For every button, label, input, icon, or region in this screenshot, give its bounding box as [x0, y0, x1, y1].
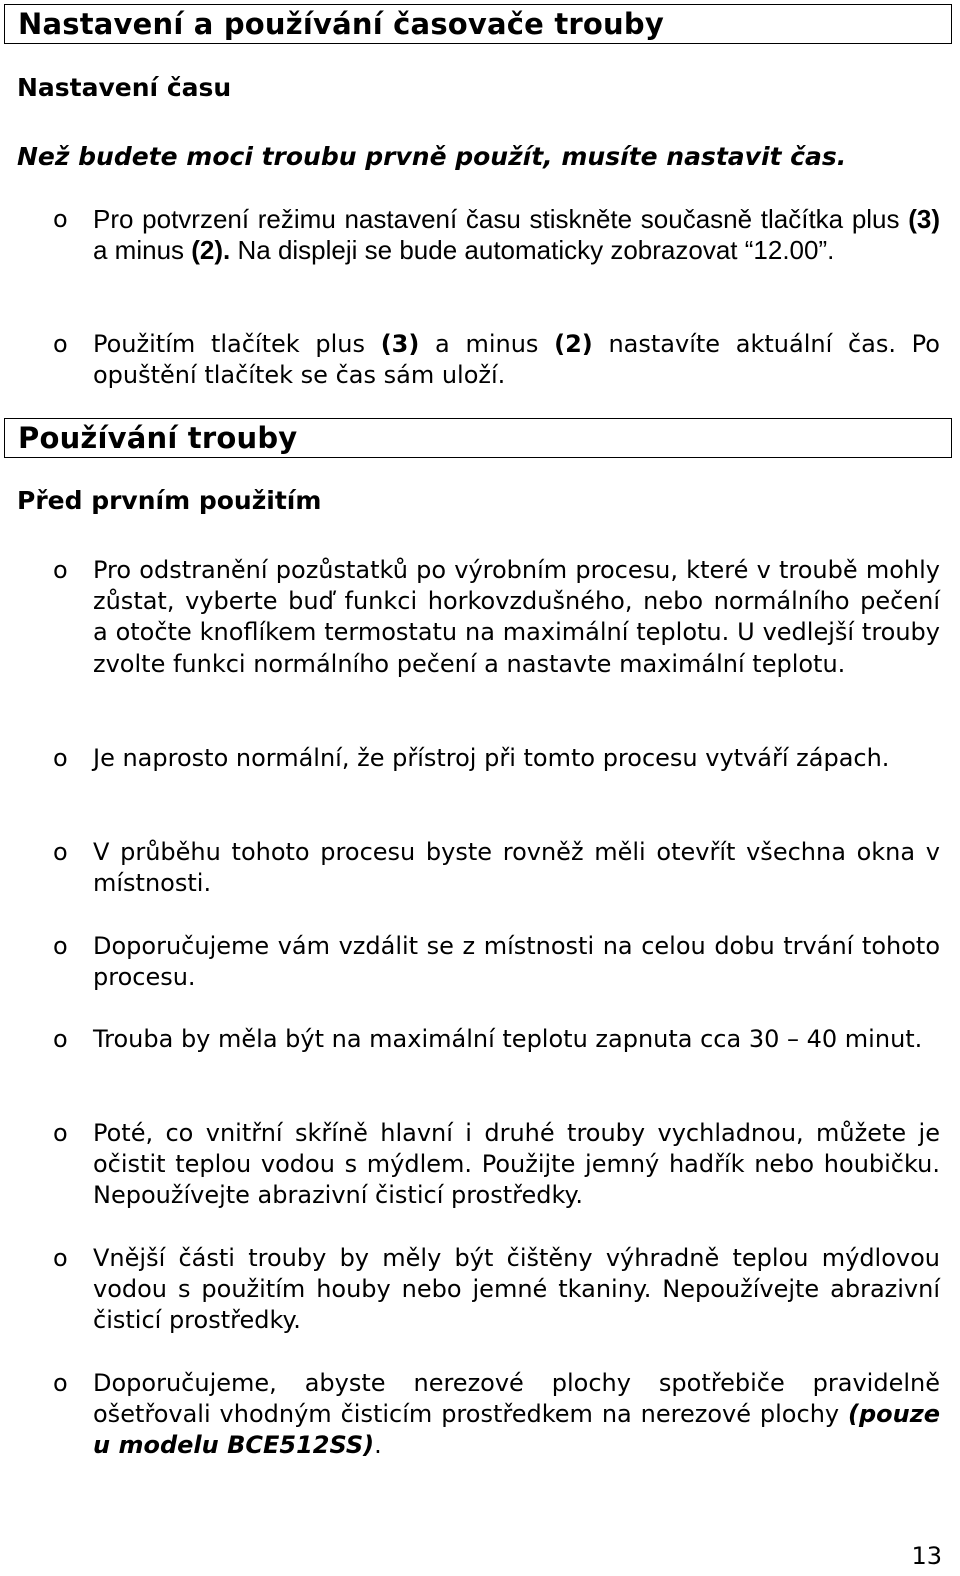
list-item-text: Vnější části trouby by měly být čištěny výhradně teplou mýdlovou vodou s použitím houby nebo jemné tkaniny. Nepoužívejte abrazivní čisticí prostředky. [93, 1244, 940, 1335]
bullet-marker: o [53, 556, 68, 584]
list-item-text: Poté, co vnitřní skříně hlavní i druhé trouby vychladnou, můžete je očistit teplou vodou s mýdlem. Použijte jemný hadřík nebo houbičku. Nepoužívejte abrazivní čisticí prostředky. [93, 1119, 940, 1210]
bullet-marker: o [53, 1119, 68, 1147]
subheading-before-first-use: Před prvním použitím [17, 486, 322, 515]
list-item-text: Použitím tlačítek plus (3) a minus (2) nastavíte aktuální čas. Po opuštění tlačítek se čas sám uloží. [93, 330, 940, 390]
list-item-text: Doporučujeme vám vzdálit se z místnosti na celou dobu trvání tohoto procesu. [93, 932, 940, 992]
bullet-marker: o [53, 1025, 68, 1053]
bullet-marker: o [53, 330, 68, 358]
bullet-marker: o [53, 205, 68, 233]
section-title-timer: Nastavení a používání časovače trouby [4, 4, 952, 44]
bullet-marker: o [53, 838, 68, 866]
bullet-marker: o [53, 1244, 68, 1272]
list-item-text: Pro potvrzení režimu nastavení času stiskněte současně tlačítka plus (3) a minus (2). Na displeji se bude automaticky zobrazovat “12.00”. [93, 204, 940, 265]
list-item-text: Doporučujeme, abyste nerezové plochy spotřebiče pravidelně ošetřovali vhodným čisticím prostředkem na nerezové plochy (pouze u modelu BCE512SS). [93, 1369, 940, 1460]
list-item-text: V průběhu tohoto procesu byste rovněž měli otevřít všechna okna v místnosti. [93, 838, 940, 898]
list-item-text: Trouba by měla být na maximální teplotu zapnuta cca 30 – 40 minut. [93, 1025, 923, 1053]
intro-note: Než budete moci troubu prvně použít, musíte nastavit čas. [17, 142, 847, 171]
subheading-time-setting: Nastavení času [17, 73, 232, 102]
bullet-marker: o [53, 744, 68, 772]
bullet-marker: o [53, 1369, 68, 1397]
model-note: (pouze u modelu BCE512SS) [93, 1400, 940, 1460]
page-number: 13 [911, 1542, 942, 1570]
list-item-text: Je naprosto normální, že přístroj při tomto procesu vytváří zápach. [93, 744, 890, 772]
bullet-marker: o [53, 932, 68, 960]
section-title-oven-use: Používání trouby [4, 418, 952, 458]
list-item-text: Pro odstranění pozůstatků po výrobním procesu, které v troubě mohly zůstat, vyberte buď funkci horkovzdušného, nebo normálního pečení a otočte knoflíkem termostatu na maximální teplotu. U vedlejší trouby zvolte funkci normálního pečení a nastavte maximální teplotu. [93, 556, 940, 678]
